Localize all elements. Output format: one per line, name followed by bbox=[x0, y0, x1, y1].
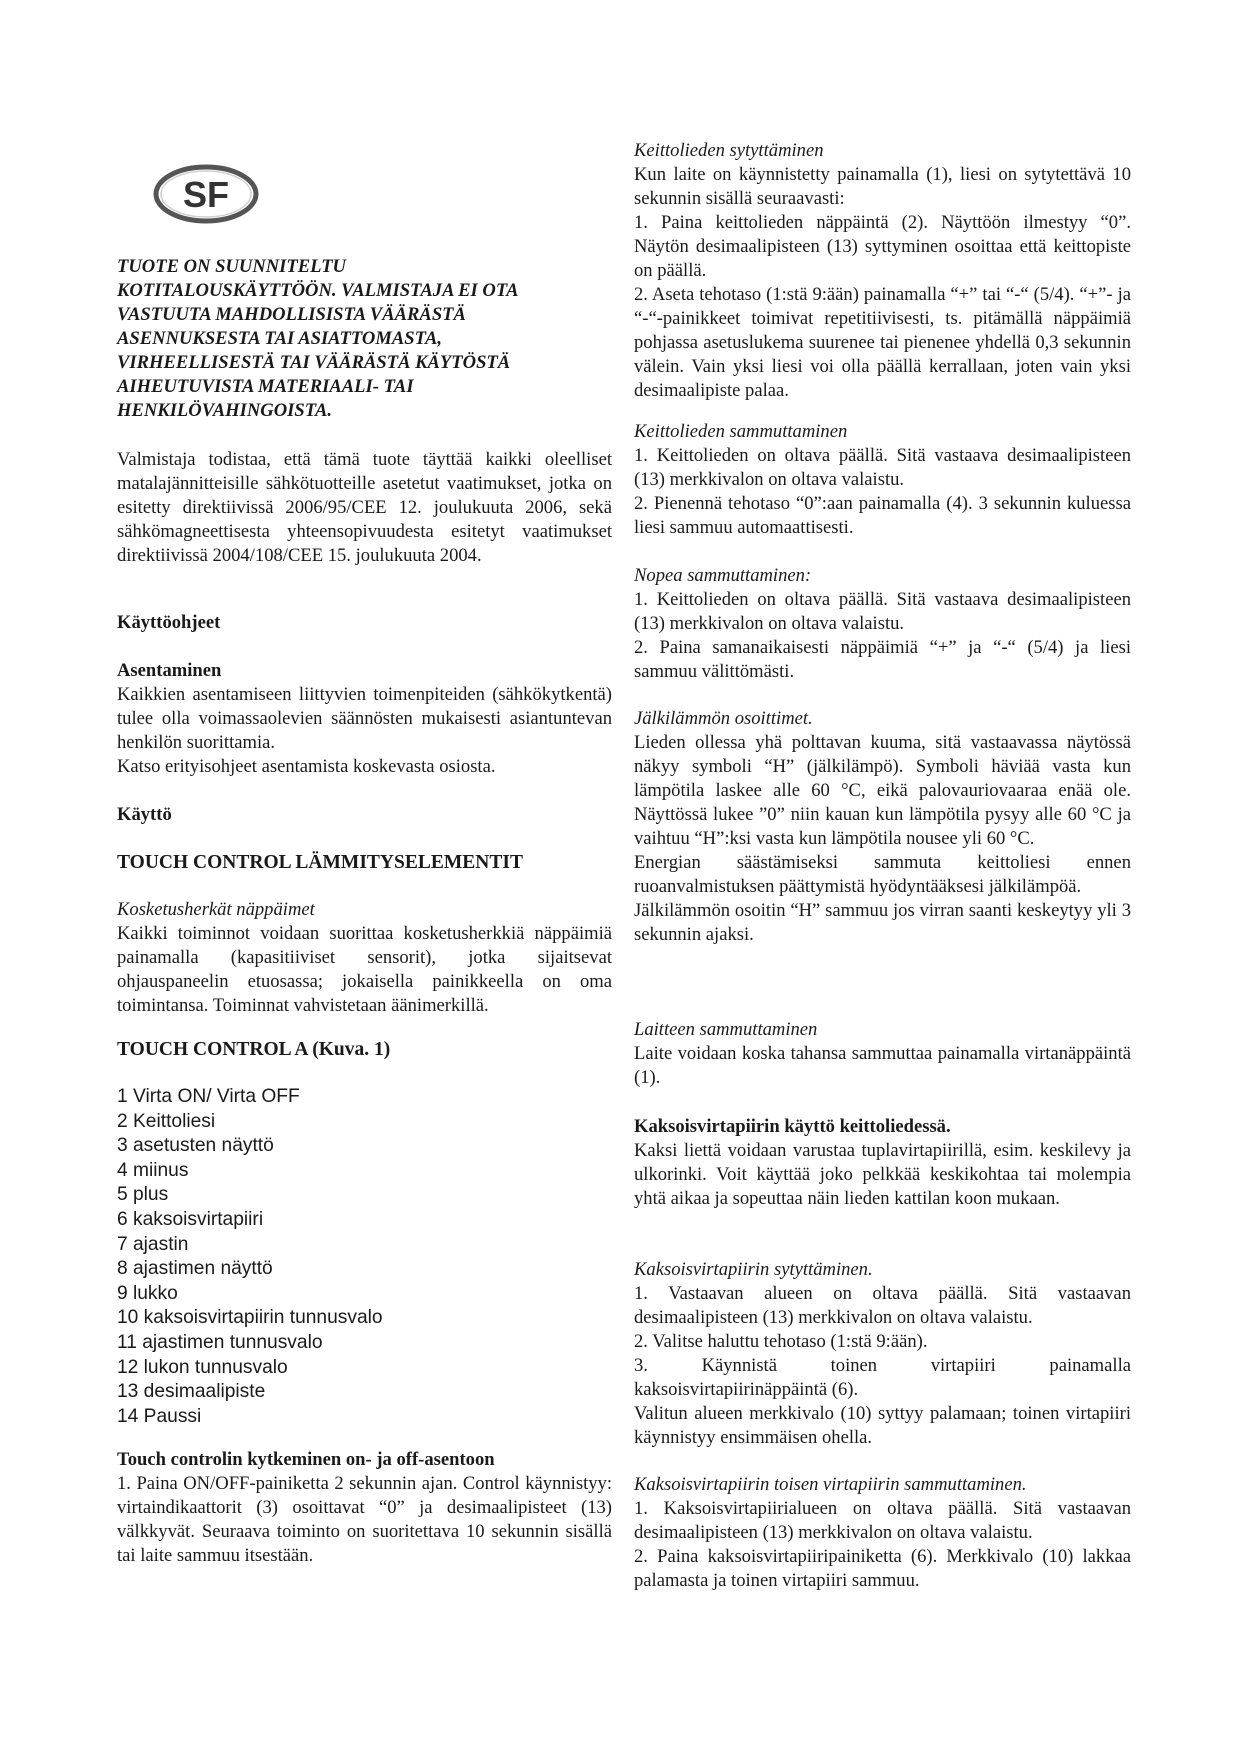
warning-line: VASTUUTA MAHDOLLISISTA VÄÄRÄSTÄ bbox=[117, 304, 466, 325]
legend-item: 3 asetusten näyttö bbox=[117, 1135, 274, 1157]
warning-line: VIRHEELLISESTÄ TAI VÄÄRÄSTÄ KÄYTÖSTÄ bbox=[117, 352, 511, 373]
section-title: Kaksoisvirtapiirin toisen virtapiirin sammuttaminen. bbox=[634, 1474, 1027, 1495]
control-legend-list bbox=[117, 1085, 612, 1429]
legend-item: 9 lukko bbox=[117, 1282, 178, 1304]
section-title-bold: Kaksoisvirtapiirin käyttö keittoliedessä. bbox=[634, 1116, 951, 1137]
section-text: Jälkilämmön osoitin “H” sammuu jos virran saanti keskeytyy yli 3 sekunnin ajaksi. bbox=[634, 900, 1131, 945]
legend-item: 14 Paussi bbox=[117, 1405, 202, 1427]
sf-country-logo bbox=[152, 163, 260, 225]
instructions-heading: Käyttöohjeet bbox=[117, 612, 221, 633]
section-text: 2. Paina samanaikaisesti näppäimiä “+” ja “-“ (5/4) ja liesi sammuu välittömästi. bbox=[634, 637, 1131, 682]
legend-item: 5 plus bbox=[117, 1184, 169, 1206]
section-text: Valitun alueen merkkivalo (10) syttyy palamaan; toinen virtapiiri käynnistyy ensimmäisen ohella. bbox=[634, 1403, 1131, 1448]
section-text: 1. Kaksoisvirtapiirialueen on oltava päällä. Sitä vastaavan desimaalipisteen (13) merkkivalon on oltava valaistu. bbox=[634, 1498, 1131, 1543]
legend-item: 11 ajastimen tunnusvalo bbox=[117, 1331, 323, 1353]
section-text: Kaksi liettä voidaan varustaa tuplavirtapiirillä, esim. keskilevy ja ulkorinki. Voit käyttää joko pelkkää keskikohtaa tai molempia yhtä aikaa ja sopeuttaa näin lieden kattilan koon mukaan. bbox=[634, 1140, 1131, 1209]
installation-text-2: Katso erityisohjeet asentamista koskevasta osiosta. bbox=[117, 756, 496, 777]
touch-keys-subheading: Kosketusherkät näppäimet bbox=[117, 899, 315, 920]
conformity-declaration: Valmistaja todistaa, että tämä tuote täyttää kaikki oleelliset matalajännitteisille sähkötuotteille asetetut vaatimukset, jotka on esitetty direktiivissä 2006/95/CEE 12. joulukuuta 2006, sekä sähkömagneettisesta yhteensopivuudesta esitetyt vaatimukset direktiivissä 2004/108/CEE 15. joulukuuta 2004. bbox=[117, 449, 612, 566]
legend-item: 8 ajastimen näyttö bbox=[117, 1258, 273, 1280]
installation-text: Kaikkien asentamiseen liittyvien toimenpiteiden (sähkökytkentä) tulee olla voimassaolevien säännösten mukaisesti asiantuntevan henkilön suorittamia. bbox=[117, 684, 612, 753]
section-text: Kun laite on käynnistetty painamalla (1), liesi on sytytettävä 10 sekunnin sisällä seuraavasti: bbox=[634, 164, 1131, 209]
section-text: Energian säästämiseksi sammuta keittoliesi ennen ruoanvalmistuksen päättymistä hyödyntääksesi jälkilämpöä. bbox=[634, 852, 1131, 897]
touch-control-heading: TOUCH CONTROL LÄMMITYSELEMENTIT bbox=[117, 852, 523, 873]
section-text: 1. Paina keittolieden näppäintä (2). Näyttöön ilmestyy “0”. Näytön desimaalipisteen (13) syttyminen osoittaa että keittopiste on päällä. bbox=[634, 212, 1131, 281]
warning-line: HENKILÖVAHINGOISTA. bbox=[117, 400, 333, 421]
legend-item: 13 desimaalipiste bbox=[117, 1381, 266, 1403]
section-text: 3. Käynnistä toinen virtapiiri painamalla kaksoisvirtapiirinäppäintä (6). bbox=[634, 1355, 1131, 1400]
section-text: 2. Pienennä tehotaso “0”:aan painamalla (4). 3 sekunnin kuluessa liesi sammuu automaattisesti. bbox=[634, 493, 1131, 538]
safety-warning bbox=[117, 255, 612, 423]
legend-item: 4 miinus bbox=[117, 1159, 189, 1181]
section-text: 2. Valitse haluttu tehotaso (1:stä 9:ään). bbox=[634, 1331, 928, 1352]
section-title: Laitteen sammuttaminen bbox=[634, 1019, 818, 1040]
warning-line: TUOTE ON SUUNNITELTU bbox=[117, 256, 346, 277]
section-text: 2. Paina kaksoisvirtapiiripainiketta (6). Merkkivalo (10) lakkaa palamasta ja toinen virtapiiri sammuu. bbox=[634, 1546, 1131, 1591]
touch-keys-text: Kaikki toiminnot voidaan suorittaa kosketusherkkiä näppäimiä painamalla (kapasitiiviset sensorit), jotka sijaitsevat ohjauspaneelin etuosassa; jokaisella painikkeella on oma toimintansa. Toiminnat vahvistetaan äänimerkillä. bbox=[117, 923, 612, 1016]
warning-line: KOTITALOUSKÄYTTÖÖN. VALMISTAJA EI OTA bbox=[117, 280, 519, 301]
use-heading: Käyttö bbox=[117, 804, 172, 825]
section-text: Laite voidaan koska tahansa sammuttaa painamalla virtanäppäintä (1). bbox=[634, 1043, 1131, 1088]
section-text: 1. Keittolieden on oltava päällä. Sitä vastaava desimaalipisteen (13) merkkivalon on oltava valaistu. bbox=[634, 589, 1131, 634]
warning-line: ASENNUKSESTA TAI ASIATTOMASTA, bbox=[117, 328, 443, 349]
section-title: Keittolieden sammuttaminen bbox=[634, 421, 848, 442]
section-text: 1. Vastaavan alueen on oltava päällä. Sitä vastaavan desimaalipisteen (13) merkkivalon on oltava valaistu. bbox=[634, 1283, 1131, 1328]
legend-item: 6 kaksoisvirtapiiri bbox=[117, 1208, 264, 1230]
logo-text: SF bbox=[182, 174, 230, 215]
legend-item: 10 kaksoisvirtapiirin tunnusvalo bbox=[117, 1307, 383, 1329]
on-off-heading: Touch controlin kytkeminen on- ja off-asentoon bbox=[117, 1449, 495, 1470]
section-text: Lieden ollessa yhä polttavan kuuma, sitä vastaavassa näytössä näkyy symboli “H” (jälkilämpö). Symboli häviää vasta kun lämpötila laskee alle 60 °C, eikä palovauriovaaraa enää ole. Näyttössä lukee ”0” niin kauan kun lämpötila pysyy alle 60 °C ja vaihtuu “H”:ksi vasta kun lämpötila nousee yli 60 °C. bbox=[634, 732, 1131, 849]
section-title: Jälkilämmön osoittimet. bbox=[634, 708, 813, 729]
section-text: 2. Aseta tehotaso (1:stä 9:ään) painamalla “+” tai “-“ (5/4). “+”- ja “-“-painikkeet toimivat repetitiivisesti, ts. pitämällä näppäimiä pohjassa asetuslukema suurenee tai pienenee yhdellä 0,3 sekunnin välein. Vain yksi liesi voi olla päällä kerrallaan, joten vain yksi desimaalipiste palaa. bbox=[634, 284, 1131, 401]
section-title: Nopea sammuttaminen: bbox=[634, 565, 812, 586]
legend-item: 2 Keittoliesi bbox=[117, 1110, 216, 1132]
on-off-text: 1. Paina ON/OFF-painiketta 2 sekunnin ajan. Control käynnistyy: virtaindikaattorit (3) osoittavat “0” ja desimaalipisteet (13) välkkyvät. Seuraava toiminto on suoritettava 10 sekunnin sisällä tai laite sammuu itsestään. bbox=[117, 1473, 612, 1566]
section-title: Keittolieden sytyttäminen bbox=[634, 140, 824, 161]
legend-item: 7 ajastin bbox=[117, 1233, 189, 1255]
touch-control-a-heading: TOUCH CONTROL A (Kuva. 1) bbox=[117, 1039, 391, 1060]
installation-heading: Asentaminen bbox=[117, 660, 222, 681]
legend-item: 12 lukon tunnusvalo bbox=[117, 1356, 288, 1378]
legend-item: 1 Virta ON/ Virta OFF bbox=[117, 1086, 300, 1107]
section-title: Kaksoisvirtapiirin sytyttäminen. bbox=[634, 1259, 873, 1280]
warning-line: AIHEUTUVISTA MATERIAALI- TAI bbox=[117, 376, 414, 397]
section-text: 1. Keittolieden on oltava päällä. Sitä vastaava desimaalipisteen (13) merkkivalon on oltava valaistu. bbox=[634, 445, 1131, 490]
